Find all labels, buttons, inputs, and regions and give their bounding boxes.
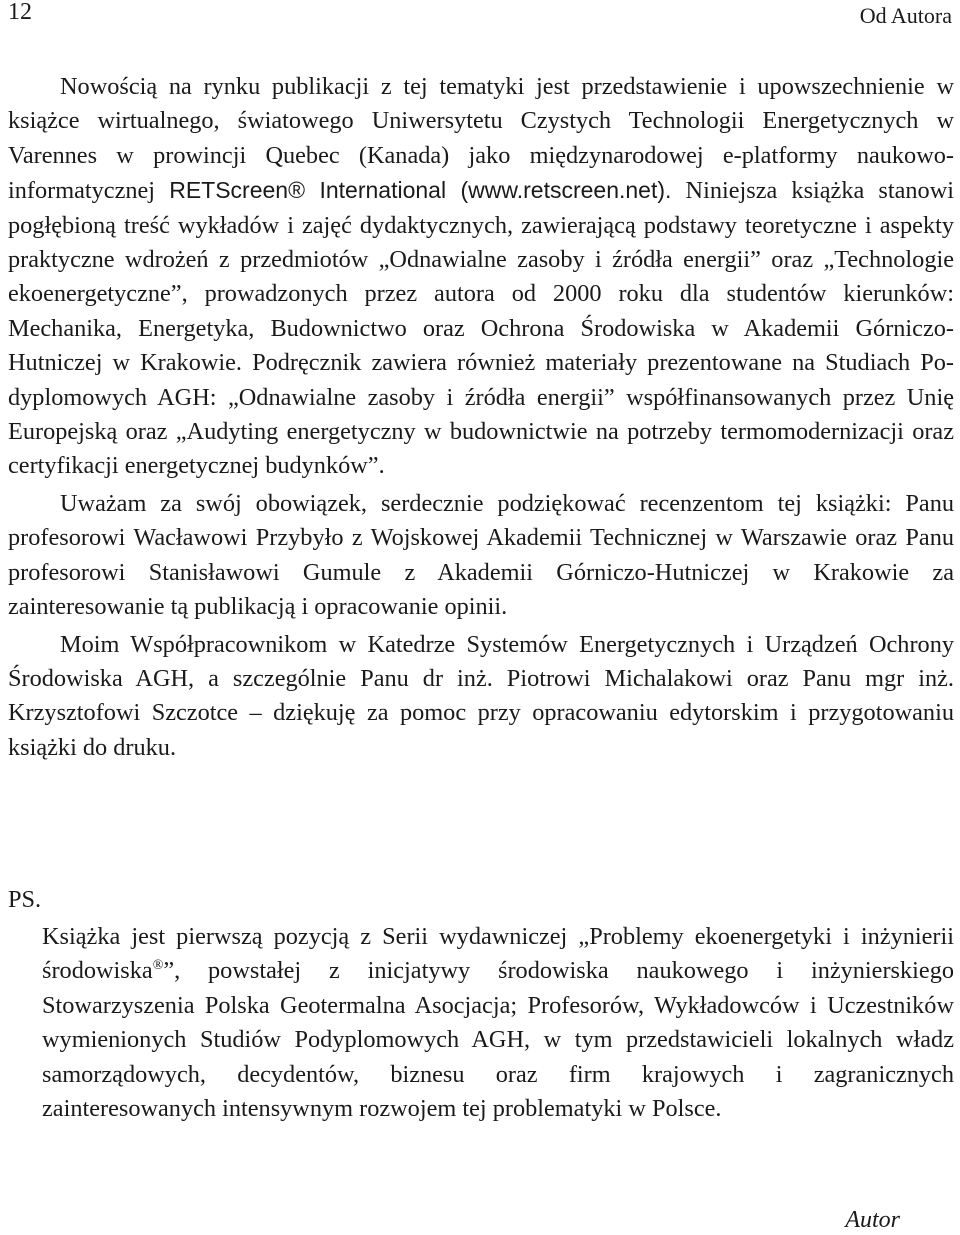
paragraph-intro-rest: Niniejsza książka stanowi pogłębioną treść wykładów i zajęć dydaktycznych, zawierającą podstawy teoretyczne i aspekty praktyczne wdrożeń z przedmiotów „Odnawialne zasoby i źródła energii” oraz „Technologie ekoenergetyczne”, prowadzonych przez autora od 2000 roku dla studentów kierunków: Mechanika, Energetyka, Budownictwo oraz Ochrona Środowiska w Akademii Górniczo-Hutniczej w Krakowie. Podręcznik zawiera również materiały prezentowane na Studiach Podyplomowych AGH: „Odnawialne zasoby i źródła energii” współfinansowanych przez Unię Europejską oraz „Audyting energetyczny w budownictwie na potrzeby termomodernizacji oraz certyfikacji energetycznej budynków”. <box>8 177 954 480</box>
author-signature: Autor <box>845 1207 900 1233</box>
paragraph-thanks-colleagues: Moim Współpracownikom w Katedrze Systemów Energetycznych i Urządzeń Ochrony Środowiska AGH, a szczególnie Panu dr inż. Piotrowi Michalakowi oraz Panu mgr inż. Krzysztofowi Szczotce – dziękuję za pomoc przy opracowaniu edytorskim i przygotowaniu książki do druku. <box>8 630 954 761</box>
registered-mark: ® <box>152 958 164 974</box>
retscreen-reference: RETScreen® International (www.retscreen.net). <box>169 177 672 204</box>
running-head: Od Autora <box>859 3 952 28</box>
postscript-text-part1: Książka jest pierwszą pozycją z Serii wydawniczej „Problemy ekoenergetyki i inżynierii środowiska <box>42 923 954 985</box>
page-number: 12 <box>8 0 32 25</box>
postscript-text-part2: ”, powstałej z inicjatywy środowiska naukowego i inżynierskiego Stowarzyszenia Polska Geotermalna Asocjacja; Profesorów, Wykładowców i Uczestników wymienionych Studiów Podyplomowych AGH, w tym przedstawicieli lokalnych władz samorządowych, decydentów, biznesu oraz firm krajowych i zagranicznych zainteresowanych intensywnym rozwojem tej problematyki w Polsce. <box>42 957 954 1123</box>
main-text <box>8 70 954 765</box>
paragraph-thanks-reviewers: Uważam za swój obowiązek, serdecznie podziękować recenzentom tej książki: Panu profesorowi Wacławowi Przybyło z Wojskowej Akademii Technicznej w Warszawie oraz Panu profesorowi Stanisławowi Gumule z Akademii Górniczo-Hutniczej w Krakowie za zainteresowanie tą publikacją i opracowanie opinii. <box>8 489 954 621</box>
paragraph-intro-text: Nowością na rynku publikacji z tej tematyki jest przedstawienie i upowszechnienie w książce wirtualnego, światowego Uniwersytetu Czystych Technologii Energetycznych w Varennes w prowincji Quebec (Kanada) jako międzynarodowej e-platformy naukowo-informatycznej <box>8 73 954 205</box>
postscript-text <box>42 920 954 1126</box>
paragraph-intro <box>8 70 954 484</box>
postscript-label: PS. <box>8 886 42 913</box>
